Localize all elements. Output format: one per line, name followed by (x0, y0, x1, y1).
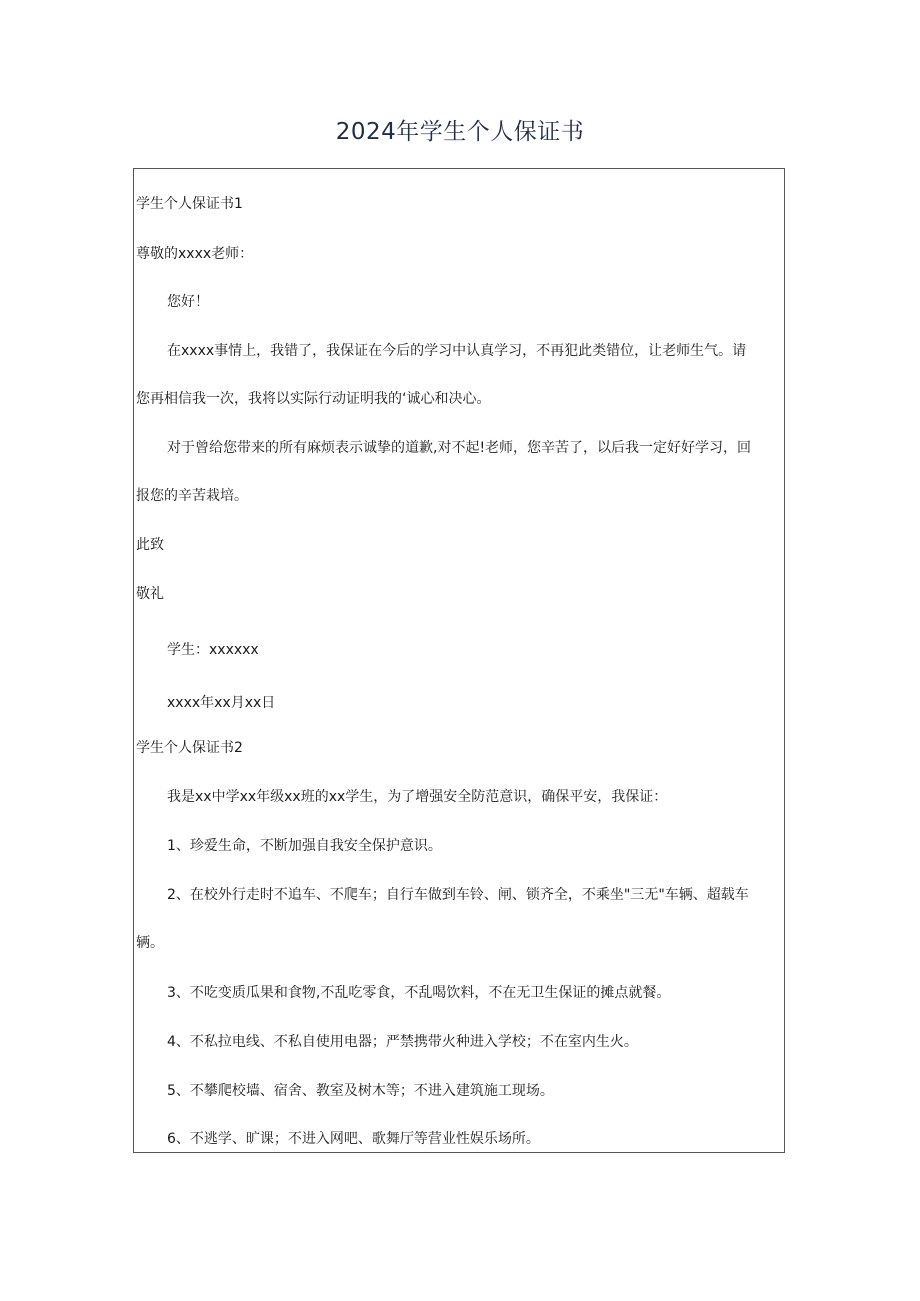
letter1-para2-line1: 对于曾给您带来的所有麻烦表示诚挚的道歉,对不起!老师，您辛苦了，以后我一定好好学习，回 (167, 440, 752, 456)
letter2-item-1: 1、珍爱生命，不断加强自我安全保护意识。 (167, 838, 442, 854)
letter1-salutation: 尊敬的xxxx老师： (136, 246, 254, 262)
letter2-item-4: 4、不私拉电线、不私自使用电器；严禁携带火种进入学校；不在室内生火。 (167, 1034, 638, 1050)
letter2-item-2-line2: 辆。 (136, 935, 164, 951)
letter1-closing-jingli: 敬礼 (136, 586, 164, 602)
letter2-item-5: 5、不攀爬校墙、宿舍、教室及树木等；不进入建筑施工现场。 (167, 1083, 554, 1099)
letter2-item-2-line1: 2、在校外行走时不追车、不爬车；自行车做到车铃、闸、锁齐全，不乘坐"三无"车辆、超载车 (167, 887, 749, 903)
letter1-para1-line1: 在xxxx事情上，我错了，我保证在今后的学习中认真学习，不再犯此类错位，让老师生气。请 (167, 343, 747, 359)
letter2-item-6: 6、不逃学、旷课；不进入网吧、歌舞厅等营业性娱乐场所。 (167, 1131, 540, 1147)
letter1-para1-line2: 您再相信我一次，我将以实际行动证明我的‘诚心和决心。 (136, 391, 491, 407)
letter2-item-3: 3、不吃变质瓜果和食物,不乱吃零食，不乱喝饮料，不在无卫生保证的摊点就餐。 (167, 985, 671, 1001)
letter1-date: xxxx年xx月xx日 (167, 695, 276, 711)
letter1-signature: 学生：xxxxxx (167, 642, 259, 658)
document-frame (133, 168, 785, 1153)
document-title: 2024年学生个人保证书 (335, 119, 585, 145)
letter2-heading: 学生个人保证书2 (136, 740, 243, 756)
letter2-intro: 我是xx中学xx年级xx班的xx学生，为了增强安全防范意识，确保平安，我保证： (167, 789, 668, 805)
letter1-heading: 学生个人保证书1 (136, 196, 243, 212)
letter1-closing-cizhi: 此致 (136, 537, 164, 553)
letter1-greeting: 您好！ (167, 294, 209, 310)
letter1-para2-line2: 报您的辛苦栽培。 (136, 488, 248, 504)
